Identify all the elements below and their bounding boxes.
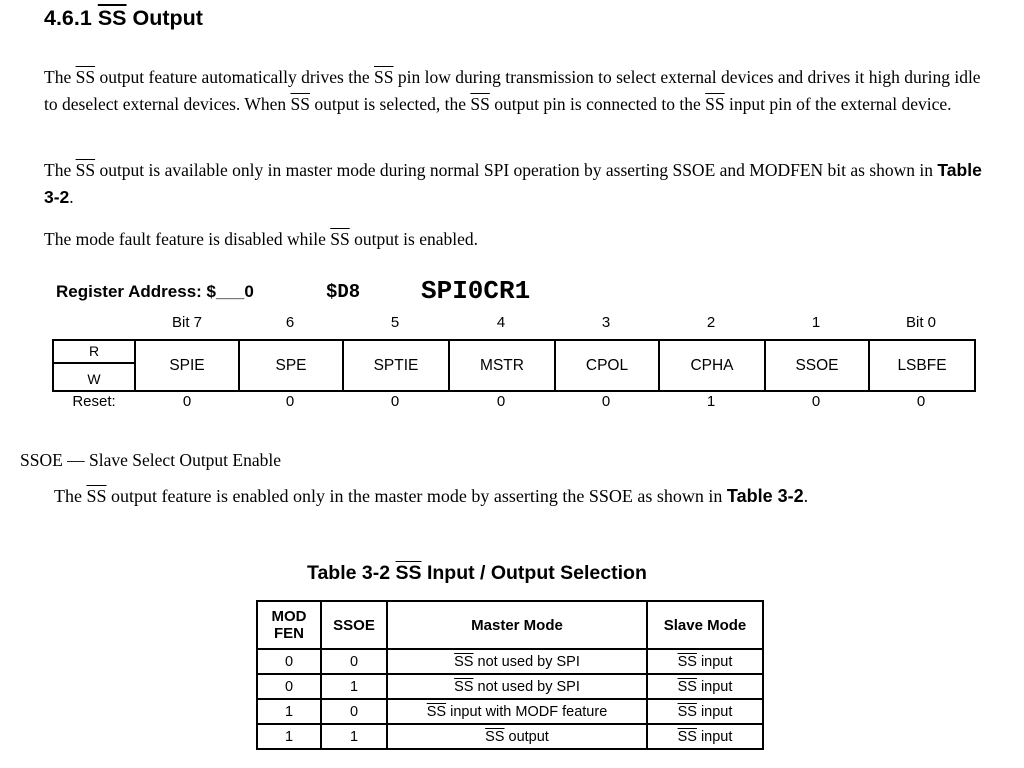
ssoe-cell: 1 bbox=[321, 724, 387, 749]
table-caption bbox=[307, 562, 647, 585]
register-table bbox=[52, 339, 976, 392]
text: input bbox=[700, 703, 733, 720]
text: input with MODF feature bbox=[450, 703, 608, 720]
text: not used by SPI bbox=[477, 678, 580, 695]
text: output bbox=[508, 728, 549, 745]
register-address-label: Register Address: $___0 bbox=[56, 282, 254, 301]
col-header-modfen bbox=[257, 601, 321, 649]
bit-field-sptie: SPTIE bbox=[343, 340, 449, 391]
reset-value: 0 bbox=[390, 393, 400, 410]
ss-signal: $\overline{SS}$ bbox=[395, 562, 422, 584]
slave-mode-cell bbox=[647, 724, 763, 749]
text: Table 3-2 bbox=[307, 562, 391, 584]
ss-signal: $\overline{SS}$ bbox=[97, 6, 127, 30]
table-reference: Table 3-2 bbox=[44, 160, 982, 207]
ss-signal: $\overline{SS}$ bbox=[677, 678, 697, 695]
paragraph-master-mode bbox=[44, 157, 994, 211]
text: input bbox=[700, 653, 733, 670]
ss-selection-table bbox=[256, 600, 764, 750]
ss-signal: $\overline{SS}$ bbox=[677, 728, 697, 745]
reset-value: 0 bbox=[811, 393, 821, 410]
bit-field-cpol: CPOL bbox=[555, 340, 659, 391]
heading-text: Output bbox=[132, 6, 203, 30]
text: The bbox=[44, 67, 72, 87]
reset-value: 1 bbox=[706, 393, 716, 410]
section-heading bbox=[44, 6, 203, 31]
modfen-cell: 0 bbox=[257, 649, 321, 674]
table-row bbox=[257, 649, 763, 674]
text: output is enabled. bbox=[354, 229, 479, 249]
reset-value: 0 bbox=[285, 393, 295, 410]
register-address-hex: $D8 bbox=[326, 281, 361, 303]
text: not used by SPI bbox=[477, 653, 580, 670]
bit-label: Bit 7 bbox=[171, 314, 202, 331]
text: input bbox=[700, 728, 733, 745]
ss-signal: $\overline{SS}$ bbox=[75, 160, 96, 180]
ssoe-cell: 1 bbox=[321, 674, 387, 699]
text: output is available only in master mode during normal SPI operation by asserting SSOE and MODFEN bit as shown in bbox=[99, 160, 934, 180]
master-mode-cell bbox=[387, 724, 647, 749]
ssoe-title: SSOE — Slave Select Output Enable bbox=[20, 450, 282, 470]
register-name: SPI0CR1 bbox=[421, 276, 531, 306]
ss-signal: $\overline{SS}$ bbox=[454, 653, 474, 670]
ss-signal: $\overline{SS}$ bbox=[677, 703, 697, 720]
ssoe-cell: 0 bbox=[321, 699, 387, 724]
text: output is selected, the bbox=[314, 94, 466, 114]
bit-field-ssoe: SSOE bbox=[765, 340, 869, 391]
register-row bbox=[53, 340, 975, 391]
reset-label: Reset: bbox=[72, 393, 116, 410]
slave-mode-cell bbox=[647, 674, 763, 699]
text: input pin of the external device. bbox=[729, 94, 952, 114]
ss-signal: $\overline{SS}$ bbox=[426, 703, 447, 720]
modfen-cell: 0 bbox=[257, 674, 321, 699]
text: pin low during transmission to select external devices and drives it high during idle to deselect external devices. When bbox=[44, 67, 981, 114]
reset-value: 0 bbox=[182, 393, 192, 410]
text: . bbox=[803, 486, 809, 506]
master-mode-cell bbox=[387, 674, 647, 699]
ss-signal: $\overline{SS}$ bbox=[454, 678, 474, 695]
ss-signal: $\overline{SS}$ bbox=[374, 67, 394, 87]
ss-signal: $\overline{SS}$ bbox=[86, 486, 107, 506]
write-label: W bbox=[87, 371, 101, 387]
rw-cell bbox=[53, 340, 135, 391]
table-reference: Table 3-2 bbox=[726, 486, 804, 506]
bit-label: 5 bbox=[390, 314, 400, 331]
text: The bbox=[54, 486, 82, 506]
bit-field-spe: SPE bbox=[239, 340, 343, 391]
text: input bbox=[700, 678, 733, 695]
read-label: R bbox=[54, 341, 134, 364]
modfen-cell: 1 bbox=[257, 699, 321, 724]
bit-label: 4 bbox=[496, 314, 506, 331]
ssoe-cell: 0 bbox=[321, 649, 387, 674]
ss-signal: $\overline{SS}$ bbox=[75, 67, 96, 87]
text: output feature is enabled only in the master mode by asserting the SSOE as shown in bbox=[111, 486, 723, 506]
bit-field-spie: SPIE bbox=[135, 340, 239, 391]
bit-field-lsbfe: LSBFE bbox=[869, 340, 975, 391]
text: output feature automatically drives the bbox=[99, 67, 370, 87]
slave-mode-cell bbox=[647, 699, 763, 724]
section-number: 4.6.1 bbox=[44, 6, 92, 30]
text: Input / Output Selection bbox=[426, 562, 647, 584]
ss-signal: $\overline{SS}$ bbox=[485, 728, 505, 745]
col-header-ssoe: SSOE bbox=[321, 601, 387, 649]
ss-signal: $\overline{SS}$ bbox=[705, 94, 725, 114]
text: The mode fault feature is disabled while bbox=[44, 229, 326, 249]
table-row bbox=[257, 724, 763, 749]
ss-signal: $\overline{SS}$ bbox=[330, 229, 350, 249]
slave-mode-cell bbox=[647, 649, 763, 674]
bit-field-mstr: MSTR bbox=[449, 340, 555, 391]
bit-label: 3 bbox=[601, 314, 611, 331]
bit-label: 2 bbox=[706, 314, 716, 331]
paragraph-ss-output-intro bbox=[44, 64, 994, 118]
modfen-cell: 1 bbox=[257, 724, 321, 749]
bit-label: Bit 0 bbox=[905, 314, 936, 331]
master-mode-cell bbox=[387, 649, 647, 674]
reset-value: 0 bbox=[601, 393, 611, 410]
paragraph-mode-fault bbox=[44, 226, 478, 253]
text: . bbox=[69, 187, 74, 207]
ss-signal: $\overline{SS}$ bbox=[470, 94, 490, 114]
table-header-row bbox=[257, 601, 763, 649]
master-mode-cell bbox=[387, 699, 647, 724]
text: output pin is connected to the bbox=[494, 94, 701, 114]
text: FEN bbox=[274, 625, 304, 642]
col-header-master-mode: Master Mode bbox=[387, 601, 647, 649]
table-row bbox=[257, 699, 763, 724]
col-header-slave-mode: Slave Mode bbox=[647, 601, 763, 649]
reset-value: 0 bbox=[496, 393, 506, 410]
text: MOD bbox=[271, 608, 307, 625]
ss-signal: $\overline{SS}$ bbox=[290, 94, 310, 114]
bit-label: 6 bbox=[285, 314, 295, 331]
reset-value: 0 bbox=[916, 393, 926, 410]
bit-field-cpha: CPHA bbox=[659, 340, 765, 391]
bit-label: 1 bbox=[811, 314, 821, 331]
text: The bbox=[44, 160, 72, 180]
paragraph-ssoe bbox=[54, 483, 1004, 509]
table-row bbox=[257, 674, 763, 699]
ss-signal: $\overline{SS}$ bbox=[677, 653, 697, 670]
